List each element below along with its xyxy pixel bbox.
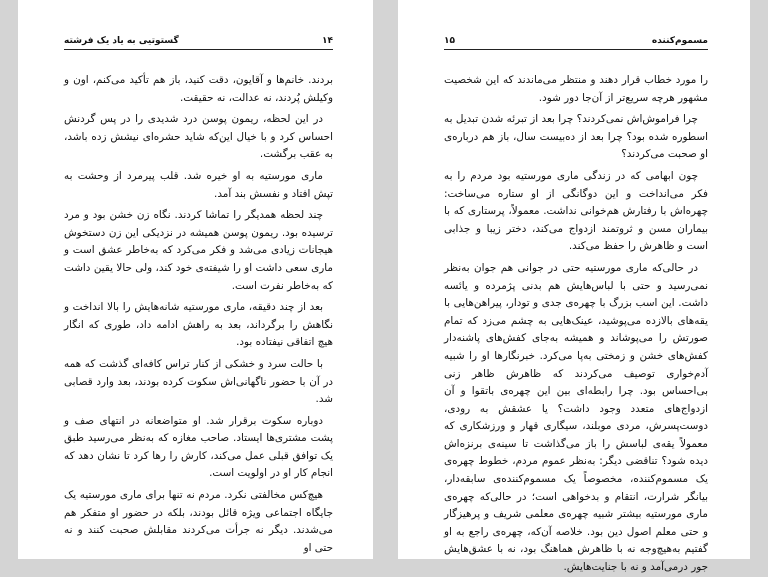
right-page-text bbox=[444, 72, 708, 577]
left-page-text bbox=[64, 72, 333, 557]
left-page-header bbox=[64, 36, 333, 50]
paragraph: با حالت سرد و خشکی از کنار تراس کافه‌ای گذشت که همه در آن با حضور ناگهانی‌اش سکوت کرده بودند، بعد وارد قصابی شد. bbox=[64, 357, 333, 406]
left-running-title: گستوتیی به یاد یک فرشته bbox=[64, 36, 179, 46]
left-book-page bbox=[18, 0, 373, 559]
paragraph: چرا فراموش‌اش نمی‌کردند؟ چرا بعد از تبرئه شدن تبدیل به اسطوره شده بود؟ چرا بعد از ده‌بیست سال، باز هم درباره‌ی او صحبت می‌کردند؟ bbox=[444, 113, 708, 161]
right-book-page bbox=[398, 0, 750, 574]
paragraph: چون ابهامی که در زندگی ماری مورستیه بود مردم را به فکر می‌انداخت و این دوگانگی از او ستاره می‌ساخت: چهره‌اش با رفتارش هم‌خوانی نداشت. معمولاً، پرستاری که با بیماران مسن و ثروتمند ازدواج می‌کند، دختر زیبا و جذابی است و ظاهرش را حفظ می‌کند. bbox=[444, 169, 708, 253]
paragraph: بعد از چند دقیقه، ماری مورستیه شانه‌هایش را بالا انداخت و نگاهش را برگرداند، بعد به راهش ادامه داد، طوری که انگار هیچ اتفاقی نیفتاده بود. bbox=[64, 301, 333, 349]
paragraph: دوباره سکوت برقرار شد. او متواضعانه در انتهای صف و پشت مشتری‌ها ایستاد. صاحب مغازه که به‌نظر می‌رسید طبق یک توافق قبلی عمل می‌کند، کارش را رها کرد تا نشان دهد که انجام کار او در اولویت است. bbox=[64, 414, 333, 480]
paragraph: را مورد خطاب قرار دهند و منتظر می‌ماندند که این شخصیت مشهور هرچه سریع‌تر از آن‌جا دور شود. bbox=[444, 74, 708, 104]
left-page-number: ۱۴ bbox=[322, 36, 333, 46]
paragraph: در حالی‌که ماری مورستیه حتی در جوانی هم جوان به‌نظر نمی‌رسید و حتی با لباس‌هایش هم بدنی پژمرده و یائسه داشت. این اسب بزرگ با چهره‌ی جدی و تودار، پیراهن‌هایی با یقه‌های بالازده می‌پوشید، عینک‌هایی به چشم می‌زد که تمام صورتش را می‌پوشاند و همیشه به‌جای کفش‌های پاشنه‌دار کفش‌های خشن و زمختی به‌پا می‌کرد. خبرنگارها او را شبیه آدم‌خواری توصیف می‌کردند که ظاهرش ظاهر زنی بی‌احساس بود. چرا رابطه‌ای بین این چهره‌ی باتقوا و آن ازدواج‌های متعدد وجود داشت؟ یا عشقش به رودی، دوست‌پسرش، مردی مو‌بلند، سیگاری قهار و ورزشکاری که معمولاً یقه‌ی لباسش را باز می‌گذاشت تا سینه‌ی برنزه‌اش دیده شود؟ تناقضی دیگر: به‌نظر عموم مردم، خطوط چهره‌ی یک مسموم‌کننده، مخصوصاً یک مسموم‌کننده‌ی سابقه‌دار، بیانگر شرارت، انتقام و بدخواهی است؛ در حالی‌که چهره‌ی ماری مورستیه بیشتر شبیه چهره‌ی معلمی شریف و پرهیزگار و حتی معلم اصول دین بود. خلاصه آن‌که، چهره‌ی راجع به او گفتیم به‌هیچ‌وجه نه با ظاهرش هماهنگ بود، نه با عشق‌هایش جور درمی‌آمد و نه با جنایت‌هایش. bbox=[444, 261, 708, 574]
right-page-header bbox=[444, 36, 708, 50]
paragraph: هیچ‌کس مخالفتی نکرد. مردم نه تنها برای ماری مورستیه یک جایگاه اجتماعی ویژه قائل بودند، بلکه در حضور او متفکر هم می‌شدند. دیگر نه جرأت می‌کردند مقابلش صحبت کنند و نه حتی او bbox=[64, 489, 333, 554]
right-running-title: مسموم‌کننده bbox=[651, 36, 708, 46]
paragraph: چند لحظه همدیگر را تماشا کردند. نگاه زن خشن بود و مرد ترسیده بود. ریمون پوسن همیشه در نزدیکی این زن دستخوش هیجانات زیادی می‌شد و فکر می‌کرد که به‌خاطر عشق است و ماری سعی داشت او را شیفته‌ی خود کند، ولی حالا یقین داشت که به‌خاطر نفرت است. bbox=[64, 209, 333, 292]
paragraph: در این لحظه، ریمون پوسن درد شدیدی را در پس گردنش احساس کرد و با خیال این‌که شاید حشره‌ای نیشش زده باشد، به عقب برگشت. bbox=[64, 113, 333, 161]
right-page-number: ۱۵ bbox=[444, 36, 455, 46]
paragraph: بردند. خانم‌ها و آقایون، دقت کنید، باز هم تأکید می‌کنم، اون و وکیلش پُردند، نه عدالت، نه حقیقت. bbox=[64, 74, 333, 104]
paragraph: ماری مورستیه به او خیره شد. قلب پیرمرد از وحشت به تپش افتاد و نفسش بند آمد. bbox=[64, 169, 333, 200]
